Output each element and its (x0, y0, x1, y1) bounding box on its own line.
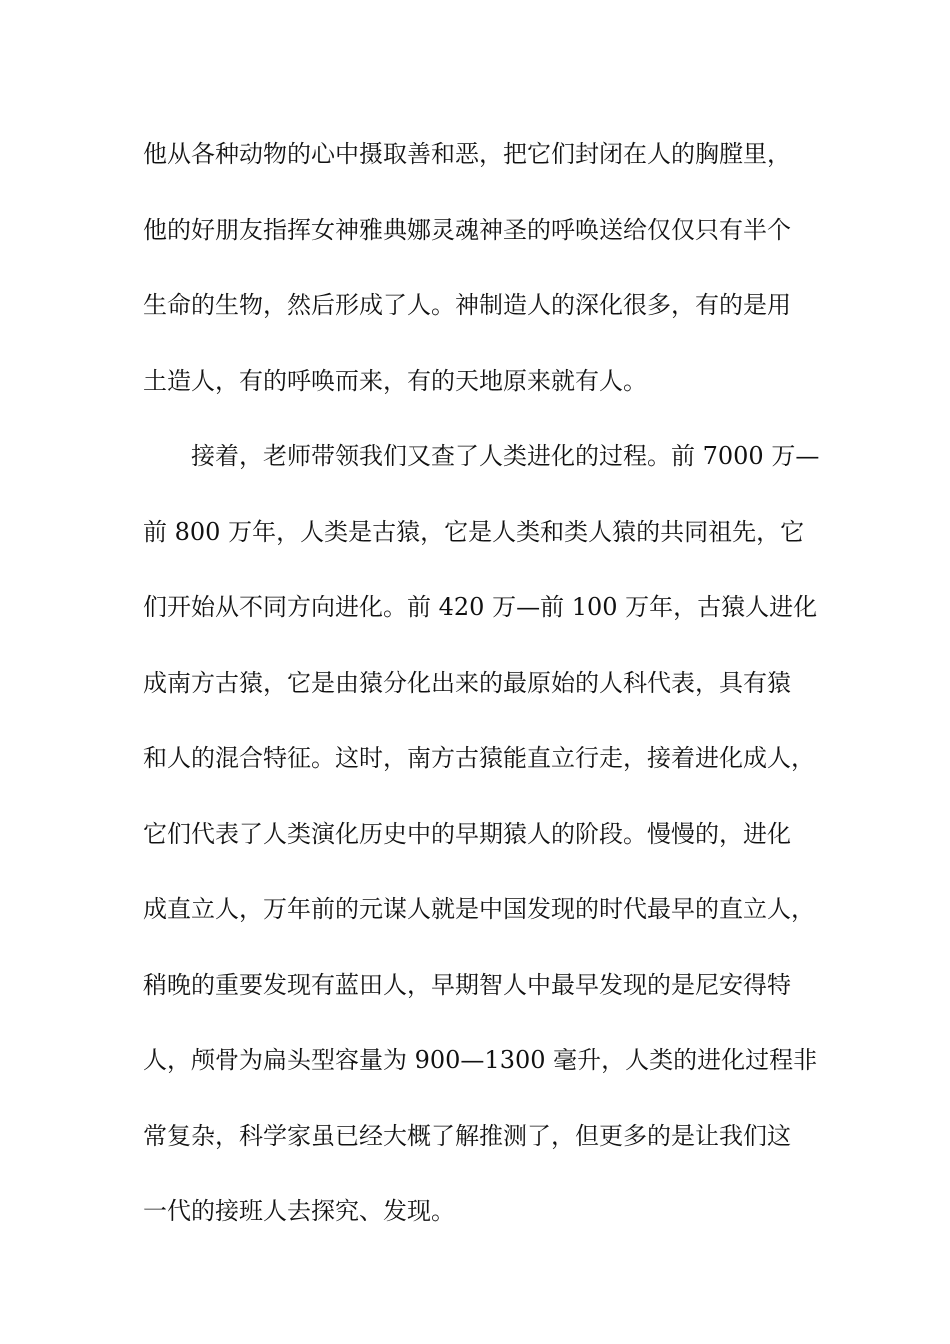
text-line: 他从各种动物的心中摄取善和恶，把它们封闭在人的胸膛里， (143, 140, 791, 168)
text-line: 前 800 万年，人类是古猿，它是人类和类人猿的共同祖先，它 (143, 517, 805, 546)
text-line: 他的好朋友指挥女神雅典娜灵魂神圣的呼唤送给仅仅只有半个 (143, 215, 791, 244)
body-text (143, 126, 833, 1259)
text-line: 们开始从不同方向进化。前 420 万—前 100 万年，古猿人进化 (143, 593, 818, 621)
text-line: 和人的混合特征。这时，南方古猿能直立行走，接着进化成人， (143, 744, 815, 772)
text-line: 一代的接班人去探究、发现。 (143, 1197, 455, 1225)
text-line: 生命的生物，然后形成了人。神制造人的深化很多，有的是用 (143, 291, 791, 319)
text-line: 常复杂，科学家虽已经大概了解推测了，但更多的是让我们这 (143, 1121, 791, 1150)
text-line: 土造人，有的呼唤而来，有的天地原来就有人。 (143, 366, 647, 395)
text-line: 人，颅骨为扁头型容量为 900—1300 毫升，人类的进化过程非 (143, 1046, 818, 1074)
paragraph-start-line: 接着，老师带领我们又查了人类进化的过程。前 7000 万— (191, 442, 820, 470)
text-line: 成南方古猿，它是由猿分化出来的最原始的人科代表，具有猿 (143, 668, 791, 697)
text-line: 它们代表了人类演化历史中的早期猿人的阶段。慢慢的，进化 (143, 819, 791, 848)
text-line: 成直立人，万年前的元谋人就是中国发现的时代最早的直立人， (143, 895, 815, 923)
text-line: 稍晚的重要发现有蓝田人，早期智人中最早发现的是尼安得特 (143, 970, 791, 999)
